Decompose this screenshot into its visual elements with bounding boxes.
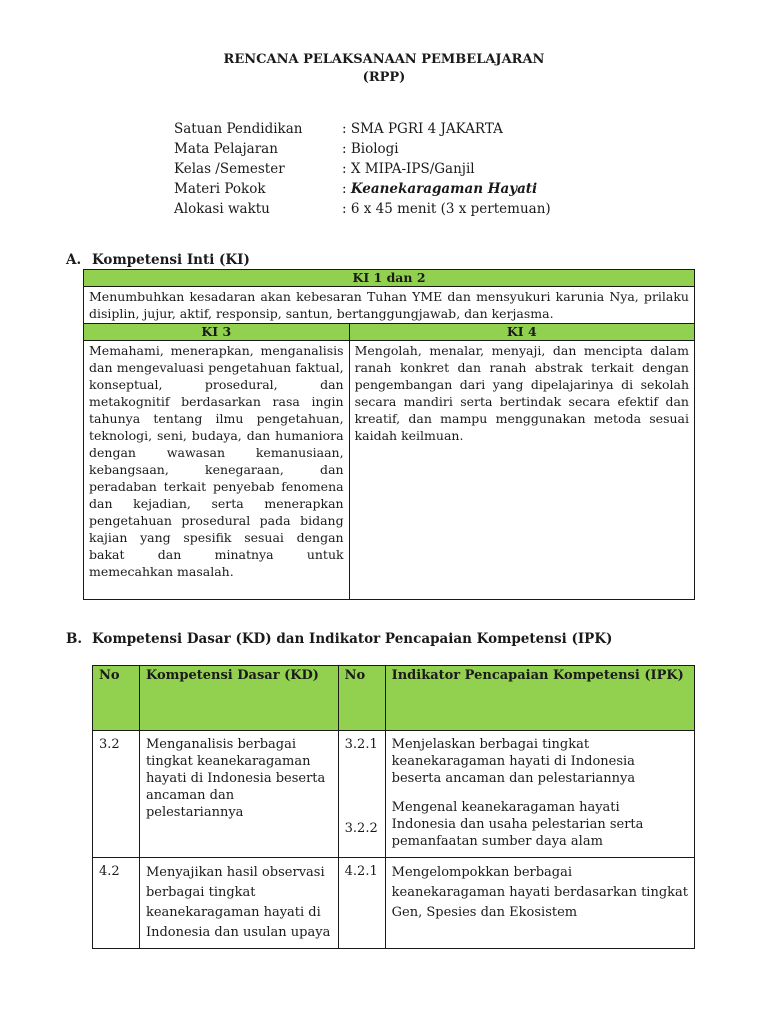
table-row	[93, 731, 695, 858]
info-value-prefix: :	[342, 181, 351, 197]
info-row	[174, 179, 551, 199]
ipk-number: 3.2.2	[344, 821, 378, 836]
ki12-header: KI 1 dan 2	[84, 270, 695, 287]
info-value: : Biologi	[342, 141, 399, 157]
ipk-text: Mengelompokkan berbagai keanekaragaman hayati berdasarkan tingkat Gen, Spesies dan Ekosistem	[385, 858, 694, 949]
ipk-text-cell	[385, 731, 694, 858]
section-heading-b	[66, 631, 612, 647]
info-row	[174, 159, 551, 179]
info-label: Mata Pelajaran	[174, 141, 278, 157]
ipk-number: 3.2.1	[344, 737, 378, 752]
section-letter: A.	[66, 252, 82, 268]
section-title: Kompetensi Inti (KI)	[92, 252, 250, 268]
info-row	[174, 199, 551, 219]
section-heading-a	[66, 252, 250, 268]
ki12-text: Menumbuhkan kesadaran akan kebesaran Tuhan YME dan mensyukuri karunia Nya, prilaku disiplin, jujur, aktif, responsip, santun, bertanggungjawab, dan kerjasma.	[84, 287, 695, 324]
document-title: RENCANA PELAKSANAAN PEMBELAJARAN	[223, 52, 545, 67]
ipk-text: Mengenal keanekaragaman hayati Indonesia dan usaha pelestarian serta pemanfaatan sumber daya alam	[391, 800, 644, 849]
info-row	[174, 119, 551, 139]
kd-text: Menyajikan hasil observasi berbagai tingkat keanekaragaman hayati di Indonesia dan usulan upaya	[139, 858, 338, 949]
ipk-text: Menjelaskan berbagai tingkat keanekaragaman hayati di Indonesia beserta ancaman dan pelestariannya	[391, 737, 636, 786]
header-no-kd: No	[93, 666, 140, 731]
info-label: Satuan Pendidikan	[174, 121, 303, 137]
table-header-row	[93, 666, 695, 731]
info-label: Alokasi waktu	[174, 201, 270, 217]
info-label: Materi Pokok	[174, 181, 266, 197]
ki4-text: Mengolah, menalar, menyaji, dan mencipta dalam ranah konkret dan ranah abstrak terkait dengan pengembangan dari yang dipelajarinya di sekolah secara mandiri serta bertindak secara efektif dan kreatif, dan mampu menggunakan metoda sesuai kaidah keilmuan.	[349, 341, 694, 600]
header-ipk: Indikator Pencapaian Kompetensi (IPK)	[385, 666, 694, 731]
ki-table	[83, 269, 695, 600]
header-no-ipk: No	[338, 666, 385, 731]
kd-number: 3.2	[93, 731, 140, 858]
info-label: Kelas /Semester	[174, 161, 285, 177]
table-row	[93, 858, 695, 949]
ki3-text: Memahami, menerapkan, menganalisis dan mengevaluasi pengetahuan faktual, konseptual, prosedural, dan metakognitif berdasarkan rasa ingin tahunya tentang ilmu pengetahuan, teknologi, seni, budaya, dan humaniora dengan wawasan kemanusiaan, kebangsaan, kenegaraan, dan peradaban terkait penyebab fenomena dan kejadian, serta menerapkan pengetahuan prosedural pada bidang kajian yang spesifik sesuai dengan bakat dan minatnya untuk memecahkan masalah.	[84, 341, 350, 600]
info-value: : X MIPA-IPS/Ganjil	[342, 161, 475, 177]
ki4-header: KI 4	[349, 324, 694, 341]
section-letter: B.	[66, 631, 83, 647]
kd-number: 4.2	[93, 858, 140, 949]
document-subtitle: (RPP)	[362, 70, 406, 85]
kd-ipk-table	[92, 665, 695, 949]
header-kd: Kompetensi Dasar (KD)	[139, 666, 338, 731]
section-title: Kompetensi Dasar (KD) dan Indikator Pencapaian Kompetensi (IPK)	[92, 631, 613, 647]
kd-text: Menganalisis berbagai tingkat keanekaragaman hayati di Indonesia beserta ancaman dan pelestariannya	[139, 731, 338, 858]
ki3-header: KI 3	[84, 324, 350, 341]
info-row	[174, 139, 551, 159]
ipk-number: 4.2.1	[338, 858, 385, 949]
info-value: : SMA PGRI 4 JAKARTA	[342, 121, 503, 137]
info-value: Keanekaragaman Hayati	[350, 181, 538, 197]
identity-block	[174, 119, 551, 219]
ipk-number-cell	[338, 731, 385, 858]
info-value: : 6 x 45 menit (3 x pertemuan)	[342, 201, 551, 217]
